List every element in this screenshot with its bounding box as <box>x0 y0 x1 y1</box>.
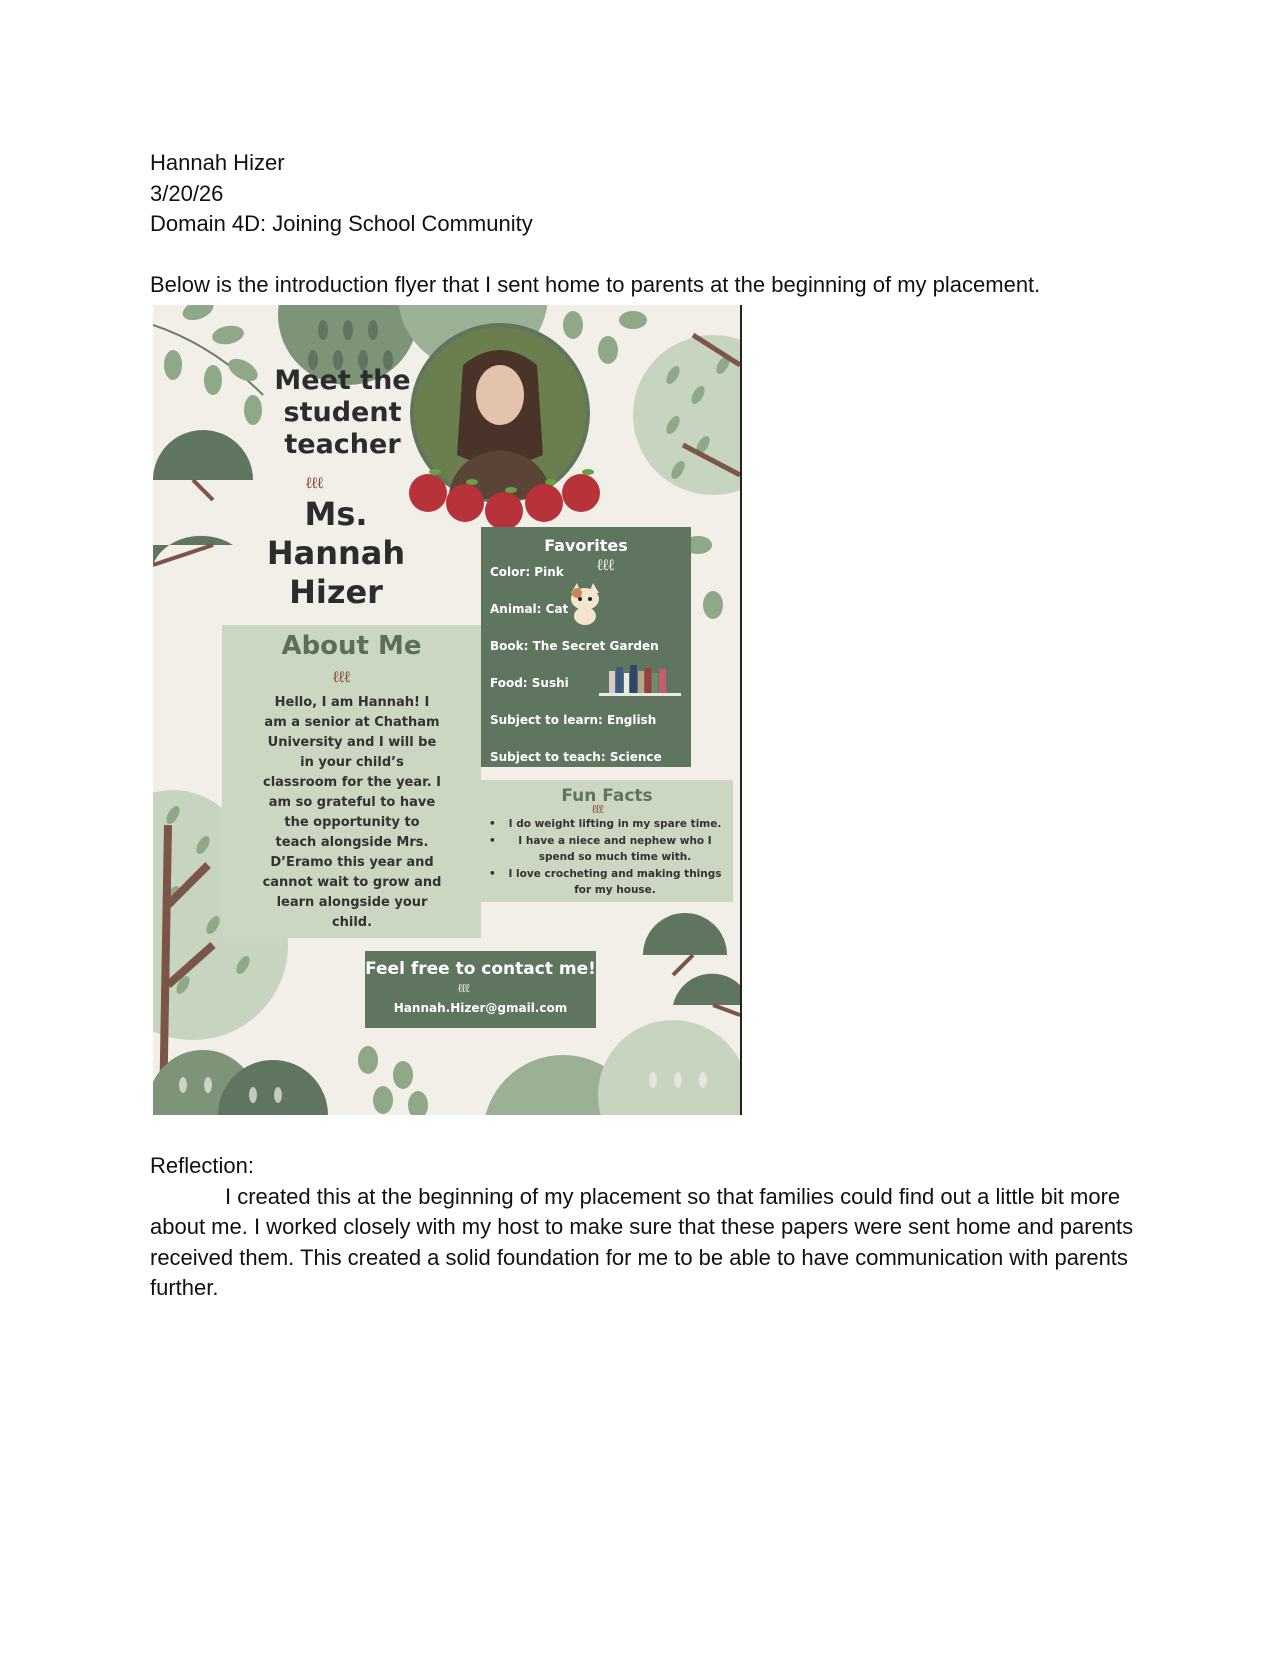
contact-email: Hannah.Hizer@gmail.com <box>393 1001 568 1015</box>
fun-facts-section <box>481 780 733 902</box>
about-me-text: Hello, I am Hannah! I am a senior at Chatham University and I will be in your child’s classroom for the year. I am so grateful to have the opportunity to teach alongside Mrs. D’Eramo this year and cannot wait to grow and learn alongside your child. <box>262 695 442 930</box>
fun-facts-list <box>487 816 727 899</box>
about-me-section <box>222 625 481 938</box>
introduction-flyer <box>153 305 742 1115</box>
leaf-branch-icon <box>358 1046 428 1115</box>
photo-portrait <box>410 323 590 503</box>
contact-title: Feel free to contact me! <box>365 959 596 979</box>
favorite-subject-to-learn: Subject to learn: English <box>490 713 657 727</box>
contact-section <box>365 951 596 1028</box>
favorite-subject-to-teach: Subject to teach: Science <box>490 750 662 764</box>
leaf-branch-icon <box>153 305 263 425</box>
leaf-branch-icon <box>563 311 647 364</box>
squiggle-divider-icon: ℓℓℓ <box>596 555 613 574</box>
reflection-section <box>150 1151 1150 1304</box>
tree-icon <box>153 1020 740 1115</box>
tree-icon <box>633 335 740 495</box>
list-item: • I have a niece and nephew who I spend so much time with. <box>487 833 727 866</box>
list-item: • I love crocheting and making things for my house. <box>487 866 727 899</box>
intro-sentence: Below is the introduction flyer that I sent home to parents at the beginning of my placement. <box>150 272 1041 297</box>
squiggle-divider-icon: ℓℓℓ <box>305 473 322 492</box>
favorite-color: Color: Pink <box>490 565 564 579</box>
list-item: • I do weight lifting in my spare time. <box>487 816 727 833</box>
about-me-title: About Me <box>281 631 422 661</box>
document-domain: Domain 4D: Joining School Community <box>150 211 533 236</box>
tree-icon <box>153 430 253 570</box>
reflection-paragraph: I created this at the beginning of my placement so that families could find out a little bit more about me. I worked closely with my host to make sure that these papers were sent home and parents received them. This created a solid foundation for me to be able to have communication with parents further. <box>150 1183 1134 1300</box>
favorite-animal: Animal: Cat <box>490 602 569 616</box>
favorite-food: Food: Sushi <box>490 676 569 690</box>
document-header <box>150 148 533 240</box>
cat-icon <box>565 583 605 625</box>
teacher-name: Ms. Hannah Hizer <box>266 495 406 611</box>
favorites-section <box>481 527 691 767</box>
reflection-heading: Reflection: <box>150 1153 254 1178</box>
bookshelf-icon <box>599 663 681 697</box>
tree-icon <box>643 913 740 1015</box>
squiggle-divider-icon: ℓℓℓ <box>332 667 349 686</box>
squiggle-divider-icon: ℓℓℓ <box>457 981 469 995</box>
favorite-book: Book: The Secret Garden <box>490 639 659 653</box>
fun-facts-title: Fun Facts <box>561 786 653 806</box>
document-date: 3/20/26 <box>150 180 224 206</box>
author-name: Hannah Hizer <box>150 150 285 175</box>
favorites-title: Favorites <box>544 536 628 555</box>
meet-the-teacher-title: Meet the student teacher <box>274 365 411 460</box>
squiggle-divider-icon: ℓℓℓ <box>591 802 603 816</box>
